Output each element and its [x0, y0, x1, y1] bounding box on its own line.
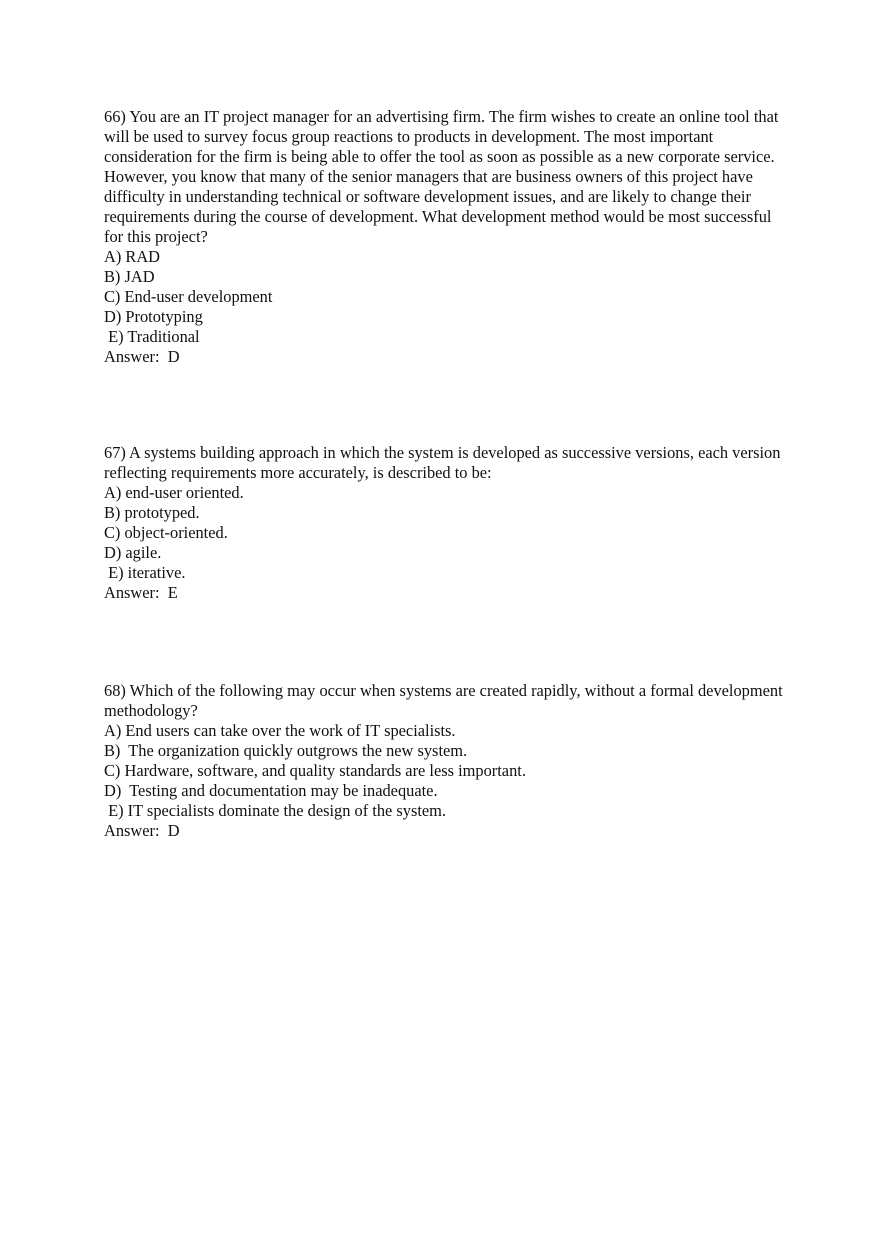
question-stem: 68) Which of the following may occur when systems are created rapidly, without a formal development methodology?	[104, 681, 783, 720]
answer-options	[104, 483, 794, 583]
option-d: D) Testing and documentation may be inadequate.	[104, 781, 438, 800]
option-b: B) prototyped.	[104, 503, 200, 522]
option-d: D) agile.	[104, 543, 162, 562]
question-67	[104, 443, 794, 603]
option-d: D) Prototyping	[104, 307, 203, 326]
option-e: E) Traditional	[104, 327, 200, 346]
question-66	[104, 107, 794, 367]
question-stem: 67) A systems building approach in which the system is developed as successive versions, each version reflecting requirements more accurately, is described to be:	[104, 443, 781, 482]
option-a: A) end-user oriented.	[104, 483, 244, 502]
answer-key: Answer: E	[104, 583, 178, 602]
question-68	[104, 681, 794, 841]
answer-key: Answer: D	[104, 821, 180, 840]
answer-key: Answer: D	[104, 347, 180, 366]
option-b: B) The organization quickly outgrows the new system.	[104, 741, 468, 760]
option-e: E) IT specialists dominate the design of the system.	[104, 801, 447, 820]
answer-options	[104, 247, 794, 347]
option-e: E) iterative.	[104, 563, 186, 582]
option-c: C) End-user development	[104, 287, 273, 306]
answer-options	[104, 721, 794, 821]
option-c: C) Hardware, software, and quality standards are less important.	[104, 761, 526, 780]
option-a: A) RAD	[104, 247, 160, 266]
option-c: C) object-oriented.	[104, 523, 228, 542]
option-a: A) End users can take over the work of IT specialists.	[104, 721, 456, 740]
option-b: B) JAD	[104, 267, 155, 286]
question-stem: 66) You are an IT project manager for an advertising firm. The firm wishes to create an online tool that will be used to survey focus group reactions to products in development. The most important consideration for the firm is being able to offer the tool as soon as possible as a new corporate service. However, you know that many of the senior managers that are business owners of this project have difficulty in understanding technical or software development issues, and are likely to change their requirements during the course of development. What development method would be most successful for this project?	[104, 107, 779, 246]
